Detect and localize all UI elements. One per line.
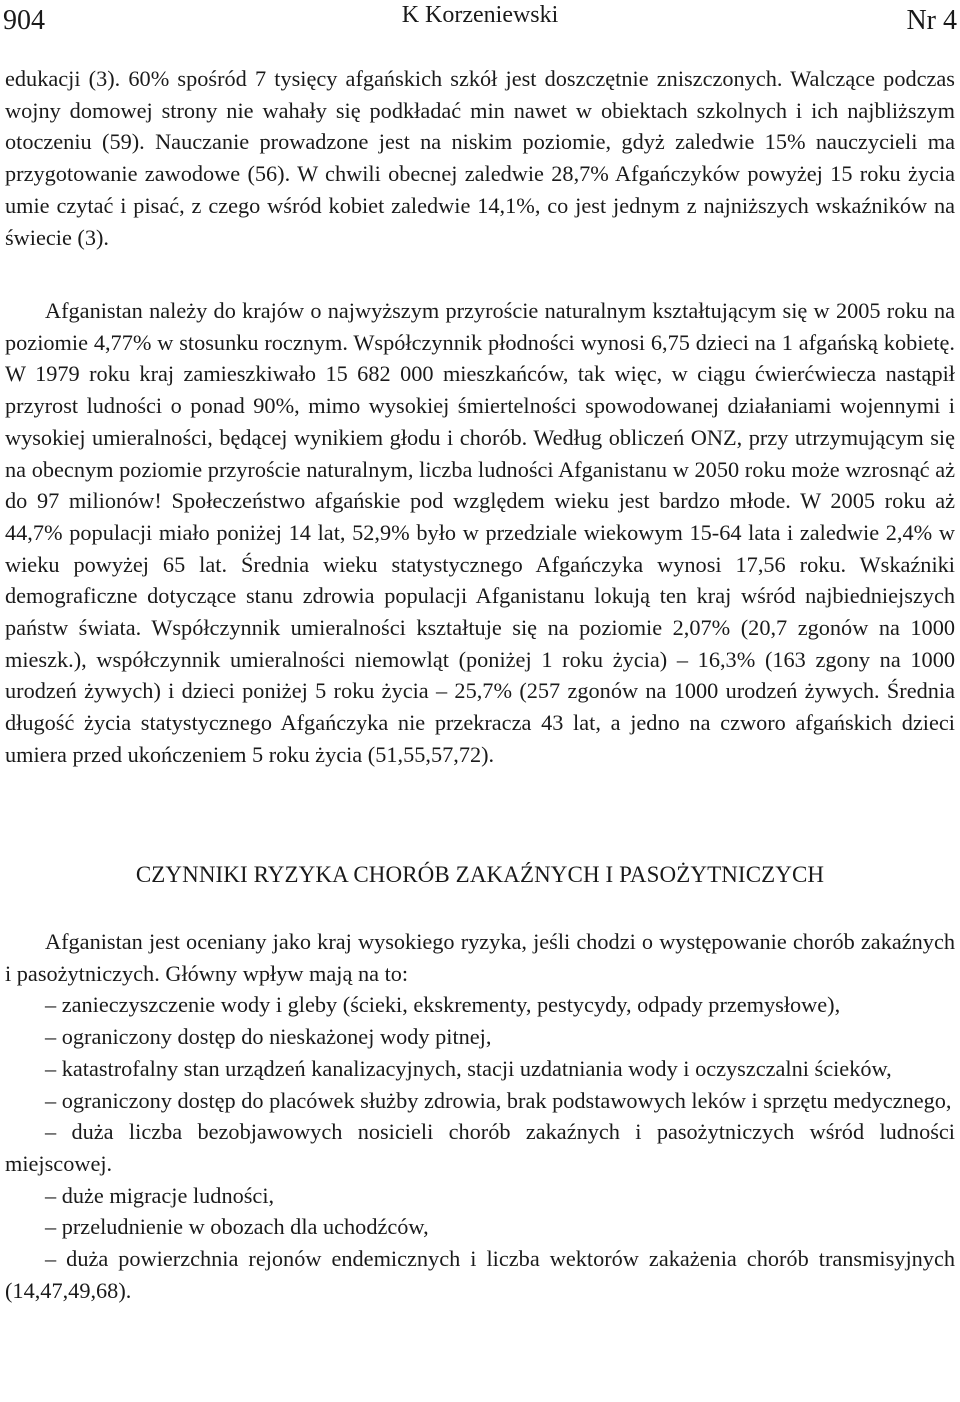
running-author: K Korzeniewski xyxy=(401,2,559,28)
paragraph-demographics: Afganistan należy do krajów o najwyższym przyroście naturalnym kształtującym się w 2005 roku na poziomie 4,77% w stosunku rocznym. Współczynnik płodności wynosi 6,75 dzieci na 1 afgańską kobietę. W 1979 roku kraj zamieszkiwało 15 682 000 mieszkańców, tak więc, w ciągu ćwierćwiecza nastąpił przyrost ludności o ponad 90%, mimo wysokiej śmiertelności spowodowanej działaniami wojennymi i wysokiej umieralności, będącej wynikiem głodu i chorób. Według obliczeń ONZ, przy utrzymującym się na obecnym poziomie przyroście naturalnym, liczba ludności Afganistanu w 2050 roku może wzrosnąć aż do 97 milionów! Społeczeństwo afgańskie pod względem wieku jest bardzo młode. W 2005 roku aż 44,7% populacji miało poniżej 14 lat, 52,9% było w przedziale wiekowym 15-64 lata i zaledwie 2,4% w wieku powyżej 65 lat. Średnia wieku statystycznego Afgańczyka wynosi 17,56 roku. Wskaźniki demograficzne dotyczące stanu zdrowia populacji Afganistanu lokują ten kraj wśród najbiedniejszych państw świata. Współczynnik umieralności kształtuje się na poziomie 2,07% (20,7 zgonów na 1000 mieszk.), współczynnik umieralności niemowląt (poniżej 1 roku życia) – 16,3% (163 zgony na 1000 urodzeń żywych) i dzieci poniżej 5 roku życia – 25,7% (257 zgonów na 1000 urodzeń żywych. Średnia długość życia statystycznego Afgańczyka nie przekracza 43 lat, a jedno na czworo afgańskich dzieci umiera przed ukończeniem 5 roku życia (51,55,57,72). xyxy=(5,298,955,767)
risk-factor-item: – zanieczyszczenie wody i gleby (ścieki, ekskrementy, pestycydy, odpady przemysłowe), xyxy=(45,992,841,1018)
risk-factor-item: – duża powierzchnia rejonów endemicznych i liczba wektorów zakażenia chorób transmisyjnych (14,47,49,68). xyxy=(5,1246,955,1303)
risk-factor-item: – przeludnienie w obozach dla uchodźców, xyxy=(45,1214,429,1240)
issue-number: Nr 4 xyxy=(906,5,957,36)
risk-factor-item: – duże migracje ludności, xyxy=(45,1182,275,1208)
risk-factor-item: – ograniczony dostęp do placówek służby zdrowia, brak podstawowych leków i sprzętu medycznego, xyxy=(45,1087,952,1113)
page-number: 904 xyxy=(3,5,45,36)
risk-factors-section xyxy=(5,926,955,1306)
section-heading: CZYNNIKI RYZYKA CHORÓB ZAKAŹNYCH I PASOŻYTNICZYCH xyxy=(135,862,825,887)
paragraph-education: edukacji (3). 60% spośród 7 tysięcy afgańskich szkół jest doszczętnie zniszczonych. Walczące podczas wojny domowej strony nie wahały się podkładać min nawet w obiektach szkolnych i ich najbliższym otoczeniu (59). Nauczanie prowadzone jest na niskim poziomie, gdyż zaledwie 15% nauczycieli ma przygotowanie zawodowe (56). W chwili obecnej zaledwie 28,7% Afgańczyków powyżej 15 roku życia umie czytać i pisać, z czego wśród kobiet zaledwie 14,1%, co jest jednym z najniższych wskaźników na świecie (3). xyxy=(5,66,955,250)
risk-factor-item: – katastrofalny stan urządzeń kanalizacyjnych, stacji uzdatniania wody i oczyszczalni ścieków, xyxy=(45,1055,892,1081)
body-text-demographics xyxy=(5,295,955,771)
risk-factor-item: – ograniczony dostęp do nieskażonej wody pitnej, xyxy=(45,1024,492,1050)
section-intro-paragraph: Afganistan jest oceniany jako kraj wysokiego ryzyka, jeśli chodzi o występowanie chorób zakaźnych i pasożytniczych. Główny wpływ mają na to: xyxy=(5,929,955,986)
risk-factor-item: – duża liczba bezobjawowych nosicieli chorób zakaźnych i pasożytniczych wśród ludności miejscowej. xyxy=(5,1119,955,1176)
running-header xyxy=(0,0,960,50)
body-text-continued xyxy=(5,63,955,253)
